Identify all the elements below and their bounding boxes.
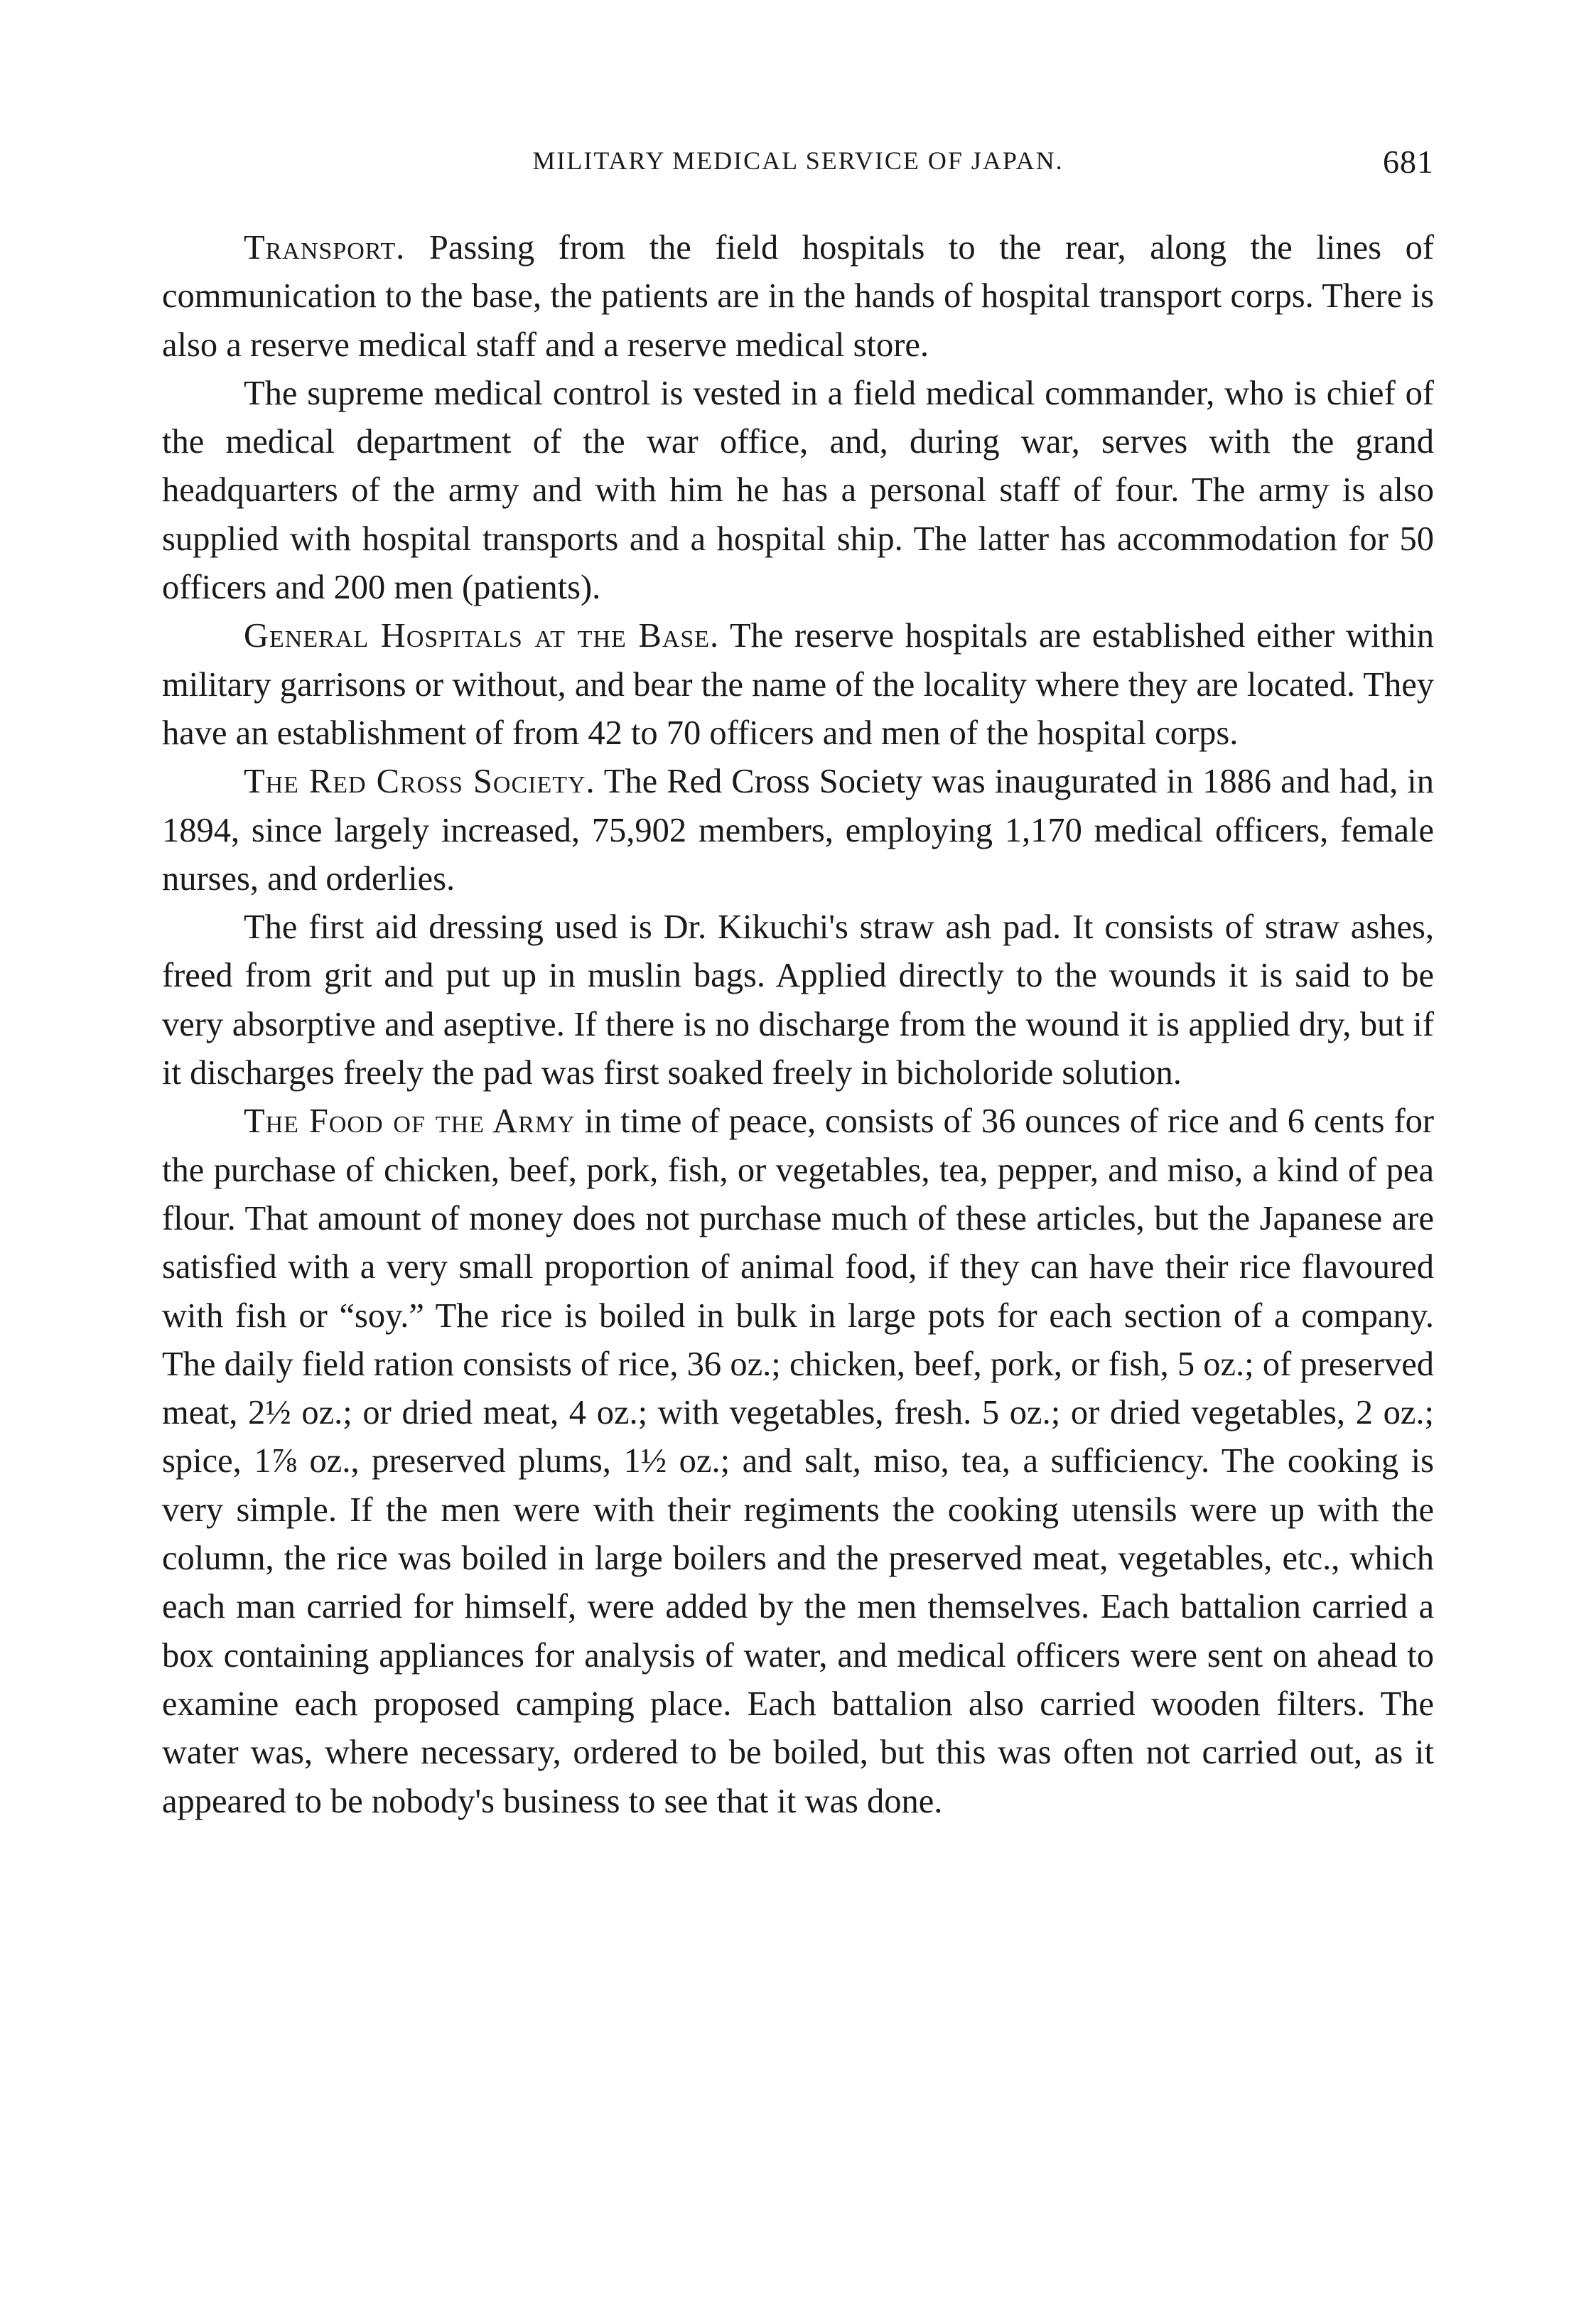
section-heading-transport: Transport. — [244, 229, 406, 267]
paragraph-general-hospitals — [162, 612, 1434, 758]
paragraph-text: The reserve hospitals are established either within military garrisons or without, and bear the name of the locality where they are located. They have an establishment of from 42 to 70 officers and men of the hospital corps. — [162, 617, 1434, 752]
running-head — [162, 146, 1434, 195]
paragraph-transport — [162, 224, 1434, 370]
paragraph-text: Passing from the field hospitals to the rear, along the lines of communication to the base, the patients are in the hands of hospital transport corps. There is also a reserve medical staff and a reserve medical store. — [162, 229, 1434, 364]
paragraph-medical-control — [162, 370, 1434, 612]
paragraph-text: in time of peace, consists of 36 ounces of rice and 6 cents for the purchase of chicken, beef, pork, fish, or vegetables, tea, pepper, and miso, a kind of pea flour. That amount of money does not purchase much of these articles, but the Japanese are satisfied with a very small proportion of animal food, if they can have their rice flavoured with fish or “soy.” The rice is boiled in bulk in large pots for each section of a company. The daily field ration consists of rice, 36 oz.; chicken, beef, pork, or fish, 5 oz.; of preserved meat, 2½ oz.; or dried meat, 4 oz.; with vegetables, fresh. 5 oz.; or dried vegetables, 2 oz.; spice, 1⅞ oz., preserved plums, 1½ oz.; and salt, miso, tea, a sufficiency. The cooking is very simple. If the men were with their regiments the cooking utensils were up with the column, the rice was boiled in large boilers and the preserved meat, vegetables, etc., which each man carried for himself, were added by the men themselves. Each battalion carried a box containing appliances for analysis of water, and medical officers were sent on ahead to examine each proposed camping place. Each battalion also carried wooden filters. The water was, where necessary, ordered to be boiled, but this was often not carried out, as it appeared to be nobody's business to see that it was done. — [162, 1102, 1435, 1820]
page — [162, 146, 1434, 1826]
page-number: 681 — [1383, 144, 1434, 180]
section-heading-food-of-army: The Food of the Army — [244, 1102, 576, 1141]
paragraph-first-aid — [162, 903, 1434, 1097]
paragraph-text: The supreme medical control is vested in a field medical commander, who is chief of the medical department of the war office, and, during war, serves with the grand headquarters of the army and with him he has a personal staff of four. The army is also supplied with hospital transports and a hospital ship. The latter has accommodation for 50 officers and 200 men (patients). — [162, 374, 1434, 607]
section-heading-general-hospitals: General Hospitals at the Base. — [244, 617, 720, 655]
paragraph-red-cross — [162, 758, 1434, 903]
running-title: MILITARY MEDICAL SERVICE OF JAPAN. — [532, 146, 1064, 175]
paragraph-text: The first aid dressing used is Dr. Kikuchi's straw ash pad. It consists of straw ashes, freed from grit and put up in muslin bags. Applied directly to the wounds it is said to be very absorptive and aseptive. If there is no discharge from the wound it is applied dry, but if it discharges freely the pad was first soaked freely in bicholoride solution. — [162, 908, 1434, 1092]
section-heading-red-cross: The Red Cross Society. — [244, 763, 595, 801]
paragraph-food-of-army — [162, 1097, 1434, 1825]
body-text — [162, 224, 1434, 1826]
paragraph-text: The Red Cross Society was inaugurated in 1886 and had, in 1894, since largely increased, 75,902 members, employing 1,170 medical officers, female nurses, and orderlies. — [162, 763, 1434, 898]
